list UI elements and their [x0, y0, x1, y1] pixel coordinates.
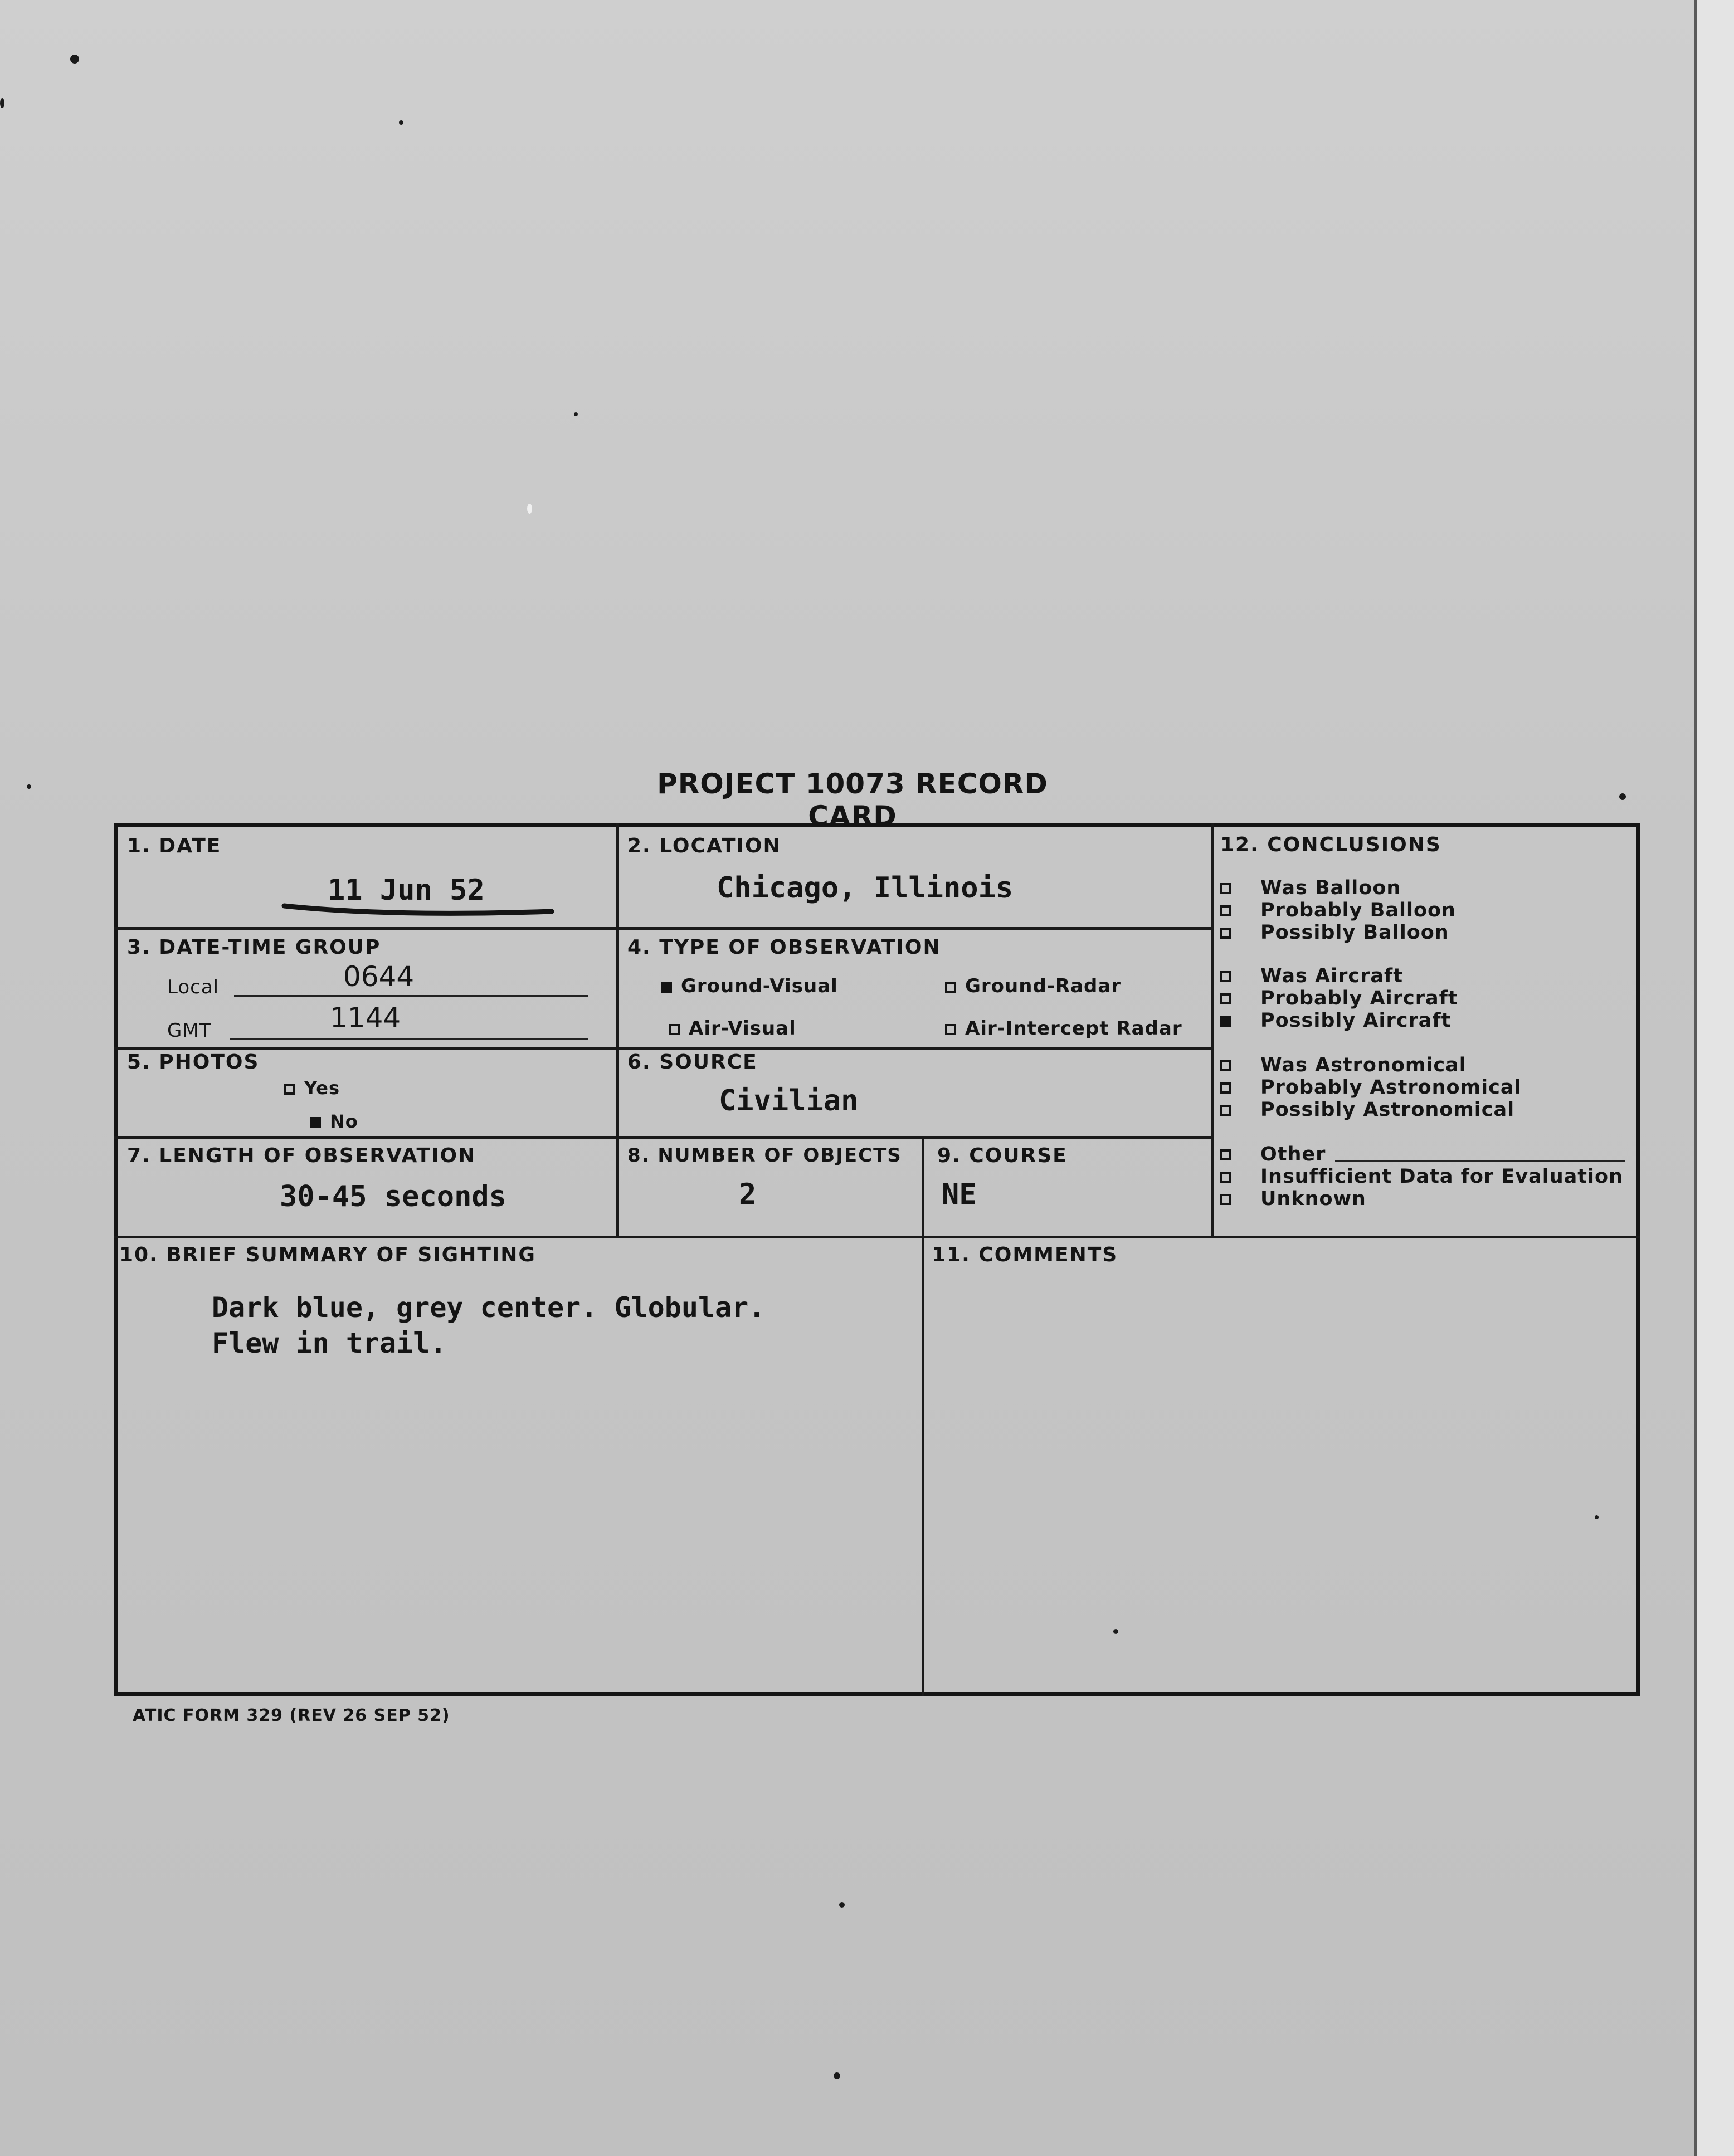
- dtg-gmt-underline: [230, 1038, 588, 1040]
- page-edge: [1694, 0, 1734, 2156]
- conclusions-label: 12. CONCLUSIONS: [1220, 833, 1441, 856]
- scan-speck: [70, 55, 79, 64]
- type-of-observation-label: 4. TYPE OF OBSERVATION: [627, 936, 941, 959]
- length-value: 30-45 seconds: [280, 1180, 506, 1213]
- dtg-gmt-value: 1144: [330, 1002, 401, 1034]
- location-label: 2. LOCATION: [627, 835, 781, 857]
- conclusion-possibly-astronomical: Possibly Astronomical: [1220, 1099, 1514, 1121]
- comments-label: 11. COMMENTS: [932, 1243, 1118, 1266]
- checkbox-checked-icon: [661, 982, 672, 993]
- dtg-local-underline: [234, 995, 588, 997]
- checkbox-icon: [1220, 928, 1231, 939]
- location-value: Chicago, Illinois: [717, 871, 1014, 905]
- grid-line: [616, 823, 619, 1237]
- checkbox-icon: [1220, 1105, 1231, 1116]
- scan-speck: [834, 2072, 840, 2079]
- option-photos-no: No: [310, 1111, 358, 1132]
- checkbox-checked-icon: [1220, 1016, 1231, 1027]
- scan-speck: [839, 1902, 845, 1908]
- length-label: 7. LENGTH OF OBSERVATION: [127, 1144, 476, 1167]
- option-air-visual: Air-Visual: [669, 1017, 796, 1040]
- checkbox-icon: [945, 982, 956, 993]
- conclusion-unknown: Unknown: [1220, 1188, 1366, 1210]
- dtg-gmt-label: GMT: [167, 1020, 212, 1042]
- checkbox-icon: [945, 1024, 956, 1035]
- grid-line: [114, 1047, 1211, 1050]
- scan-speck: [527, 504, 532, 514]
- summary-line-1: Dark blue, grey center. Globular.: [212, 1291, 766, 1324]
- conclusion-probably-astronomical: Probably Astronomical: [1220, 1076, 1521, 1099]
- checkbox-icon: [1220, 1082, 1231, 1094]
- course-label: 9. COURSE: [937, 1144, 1068, 1167]
- checkbox-icon: [1220, 905, 1231, 916]
- conclusion-possibly-balloon: Possibly Balloon: [1220, 921, 1449, 944]
- course-value: NE: [942, 1178, 977, 1211]
- conclusion-possibly-aircraft: Possibly Aircraft: [1220, 1009, 1451, 1032]
- dtg-label: 3. DATE-TIME GROUP: [127, 936, 381, 959]
- grid-line: [114, 1236, 1640, 1238]
- conclusion-other: Other: [1220, 1143, 1326, 1165]
- number-of-objects-value: 2: [739, 1178, 757, 1211]
- checkbox-icon: [284, 1084, 295, 1095]
- conclusion-other-underline: [1335, 1160, 1625, 1162]
- conclusion-was-aircraft: Was Aircraft: [1220, 965, 1403, 987]
- checkbox-icon: [669, 1024, 680, 1035]
- option-ground-radar: Ground-Radar: [945, 975, 1121, 997]
- checkbox-icon: [1220, 883, 1231, 894]
- option-ground-visual: Ground-Visual: [661, 975, 838, 997]
- conclusion-probably-balloon: Probably Balloon: [1220, 899, 1456, 921]
- source-label: 6. SOURCE: [627, 1051, 758, 1074]
- checkbox-icon: [1220, 1149, 1231, 1160]
- conclusion-insufficient-data: Insufficient Data for Evaluation: [1220, 1165, 1623, 1188]
- summary-line-2: Flew in trail.: [212, 1327, 447, 1359]
- conclusion-was-balloon: Was Balloon: [1220, 877, 1401, 899]
- option-photos-yes: Yes: [284, 1077, 340, 1099]
- conclusion-was-astronomical: Was Astronomical: [1220, 1054, 1467, 1076]
- number-of-objects-label: 8. NUMBER OF OBJECTS: [627, 1144, 902, 1167]
- grid-line: [1211, 823, 1214, 1237]
- photos-label: 5. PHOTOS: [127, 1051, 260, 1074]
- date-underline-mark: [279, 898, 557, 920]
- checkbox-icon: [1220, 993, 1231, 1004]
- checkbox-icon: [1220, 1172, 1231, 1183]
- checkbox-icon: [1220, 1194, 1231, 1205]
- scan-speck: [574, 412, 578, 416]
- source-value: Civilian: [719, 1084, 859, 1118]
- option-air-intercept-radar: Air-Intercept Radar: [945, 1017, 1182, 1040]
- grid-line: [114, 1136, 1211, 1139]
- dtg-local-value: 0644: [343, 960, 415, 993]
- date-value: 11 Jun 52: [328, 874, 485, 907]
- conclusion-probably-aircraft: Probably Aircraft: [1220, 987, 1458, 1009]
- grid-line: [922, 1136, 924, 1696]
- date-label: 1. DATE: [127, 835, 222, 857]
- scan-speck: [399, 120, 403, 125]
- summary-label: 10. BRIEF SUMMARY OF SIGHTING: [119, 1243, 536, 1266]
- form-number: ATIC FORM 329 (REV 26 SEP 52): [133, 1706, 450, 1725]
- scan-speck: [27, 784, 31, 789]
- scan-speck: [1619, 793, 1626, 800]
- scan-speck: [0, 98, 4, 108]
- card-title: PROJECT 10073 RECORD CARD: [657, 768, 1048, 832]
- grid-line: [114, 927, 1211, 930]
- checkbox-icon: [1220, 1060, 1231, 1071]
- dtg-local-label: Local: [167, 976, 220, 998]
- checkbox-icon: [1220, 971, 1231, 982]
- checkbox-checked-icon: [310, 1117, 321, 1128]
